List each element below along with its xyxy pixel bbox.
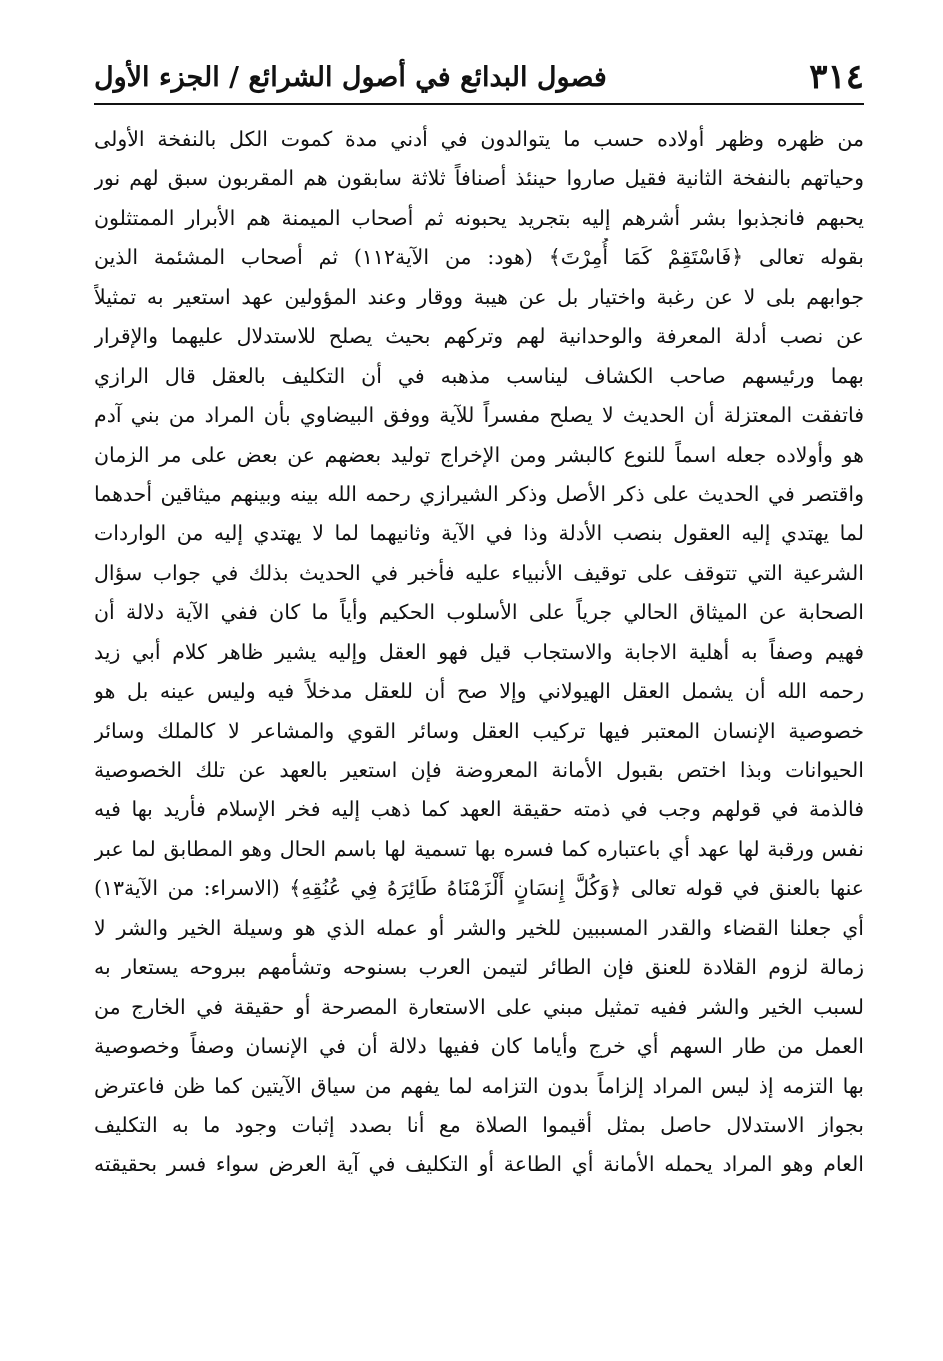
text-line: فالذمة في قولهم وجب في ذمته حقيقة العهد كما ذهب إليه فخر الإسلام فأريد بها فيه [94, 797, 864, 822]
text-line: بجواز الاستدلال حاصل بمثل أقيموا الصلاة مع أنا بصدد إثبات وجود ما به التكليف [94, 1112, 864, 1137]
text-line: عنها بالعنق في قوله تعالى ﴿وَكُلَّ إِنسَانٍ أَلْزَمْنَاهُ طَائِرَهُ فِي عُنُقِهِ﴾ (الاسراء: من الآية١٣) [94, 876, 864, 901]
text-line: لما يهتدي إليه العقول بنصب الأدلة وذا في الآية وثانيهما لما لا يهتدي إليه من الواردات [94, 521, 864, 546]
text-line: بقوله تعالى ﴿فَاسْتَقِمْ كَمَا أُمِرْتَ﴾ (هود: من الآية١١٢) ثم أصحاب المشئمة الذين [94, 245, 864, 270]
text-line: هو وأولاده جعله اسماً للنوع كالبشر ومن الإخراج توليد بعضهم عن بعض على مر الزمان [94, 442, 864, 467]
text-line: من ظهره وظهر أولاده حسب ما يتوالدون في أدني مدة كموت الكل بالنفخة الأولى [94, 127, 864, 151]
text-line: جوابهم بلى لا عن رغبة واختيار بل عن هيبة ووقار وعند المؤولين عهد استعير به تمثيلاً [94, 284, 864, 309]
text-line: بها التزمه إذ ليس المراد إلزاماً بدون التزامه لما يفهم من سياق الآيتين كما ظن فاعترض [94, 1073, 864, 1098]
text-line: العام وهو المراد يحمله الأمانة أي الطاعة أو التكليف في آية العرض سواء فسر بحقيقته [94, 1152, 864, 1177]
page-number: ٣١٤ [809, 57, 864, 97]
text-line: خصوصية الإنسان المعتبر فيها تركيب العقل وسائر القوي والمشاعر لا كالملك وسائر [94, 718, 864, 743]
text-line: وحياتهم بالنفخة الثانية فقيل صاروا حينئذ أصنافاً ثلاثة سابقون هم المقربون سبق لهم نور [94, 166, 864, 191]
running-title: فصول البدائع في أصول الشرائع / الجزء الأول [94, 61, 607, 93]
text-line: أي جعلنا القضاء والقدر المسببين للخير والشر أو عمله الذي هو وسيلة الخير والشر لا [94, 915, 864, 940]
text-line: فاتفقت المعتزلة أن الحديث لا يصلح مفسراً للآية ووفق البيضاوي بأن المراد من بني آدم [94, 403, 864, 428]
text-line: الشرعية التي تتوقف على توقيف الأنبياء عليه فأخبر في الحديث بذلك في جواب سؤال [94, 560, 864, 585]
text-line: الحيوانات وبذا اختص بقبول الأمانة المعروضة فإن استعير بالعهد عن تلك الخصوصية [94, 758, 864, 782]
text-line: رحمه الله أن يشمل العقل الهيولاني وإلا صح أن للعقل مدخلاً فيه وليس عينه بل هو [94, 679, 864, 704]
header-rule [94, 103, 864, 105]
text-line: واقتصر في الحديث على ذكر الأصل وذكر الشيرازي رحمه الله بينه وبينهم ميثاقين أحدهما [94, 481, 864, 506]
text-line: الصحابة عن الميثاق الحالي جرياً على الأسلوب الحكيم وأياً ما كان ففي الآية دلالة أن [94, 600, 864, 625]
text-line: نفس ورقبة لها عهد أي باعتباره كما فسره بها تسمية لها باسم الحال وهو المطابق لما عبر [94, 836, 864, 861]
text-line: عن نصب أدلة المعرفة والوحدانية لهم وتركهم بحيث يصلح للاستدلال عليهما والإقرار [94, 324, 864, 349]
text-line: بهما ورئيسهم صاحب الكشاف ليناسب مذهبه في أن التكليف بالعقل قال الرازي [94, 363, 864, 388]
text-line: العمل من طار السهم أي خرج وأياما كان ففيها دلالة أن في الإنسان وصفاً وخصوصية [94, 1034, 864, 1059]
text-line: لسبب الخير والشر ففيه تمثيل مبني على الاستعارة المصرحة أو حقيقة في الخارج من [94, 994, 864, 1019]
text-line: يحبهم فانجذبوا بشر أشرهم إليه بتجريد يحبونه ثم أصحاب الميمنة هم الأبرار الممتثلون [94, 205, 864, 230]
text-line: فهيم وصفاً به أهلية الاجابة والاستجاب قيل فهو العقل وإليه يشير ظاهر كلام أبي زيد [94, 639, 864, 664]
page-header [94, 52, 864, 102]
body-text [94, 120, 864, 1185]
text-line: زمالة لزوم القلادة للعنق فإن الطائر لتيمن العرب بسنوحه وتشأمهم ببروحه يستعار به [94, 955, 864, 980]
